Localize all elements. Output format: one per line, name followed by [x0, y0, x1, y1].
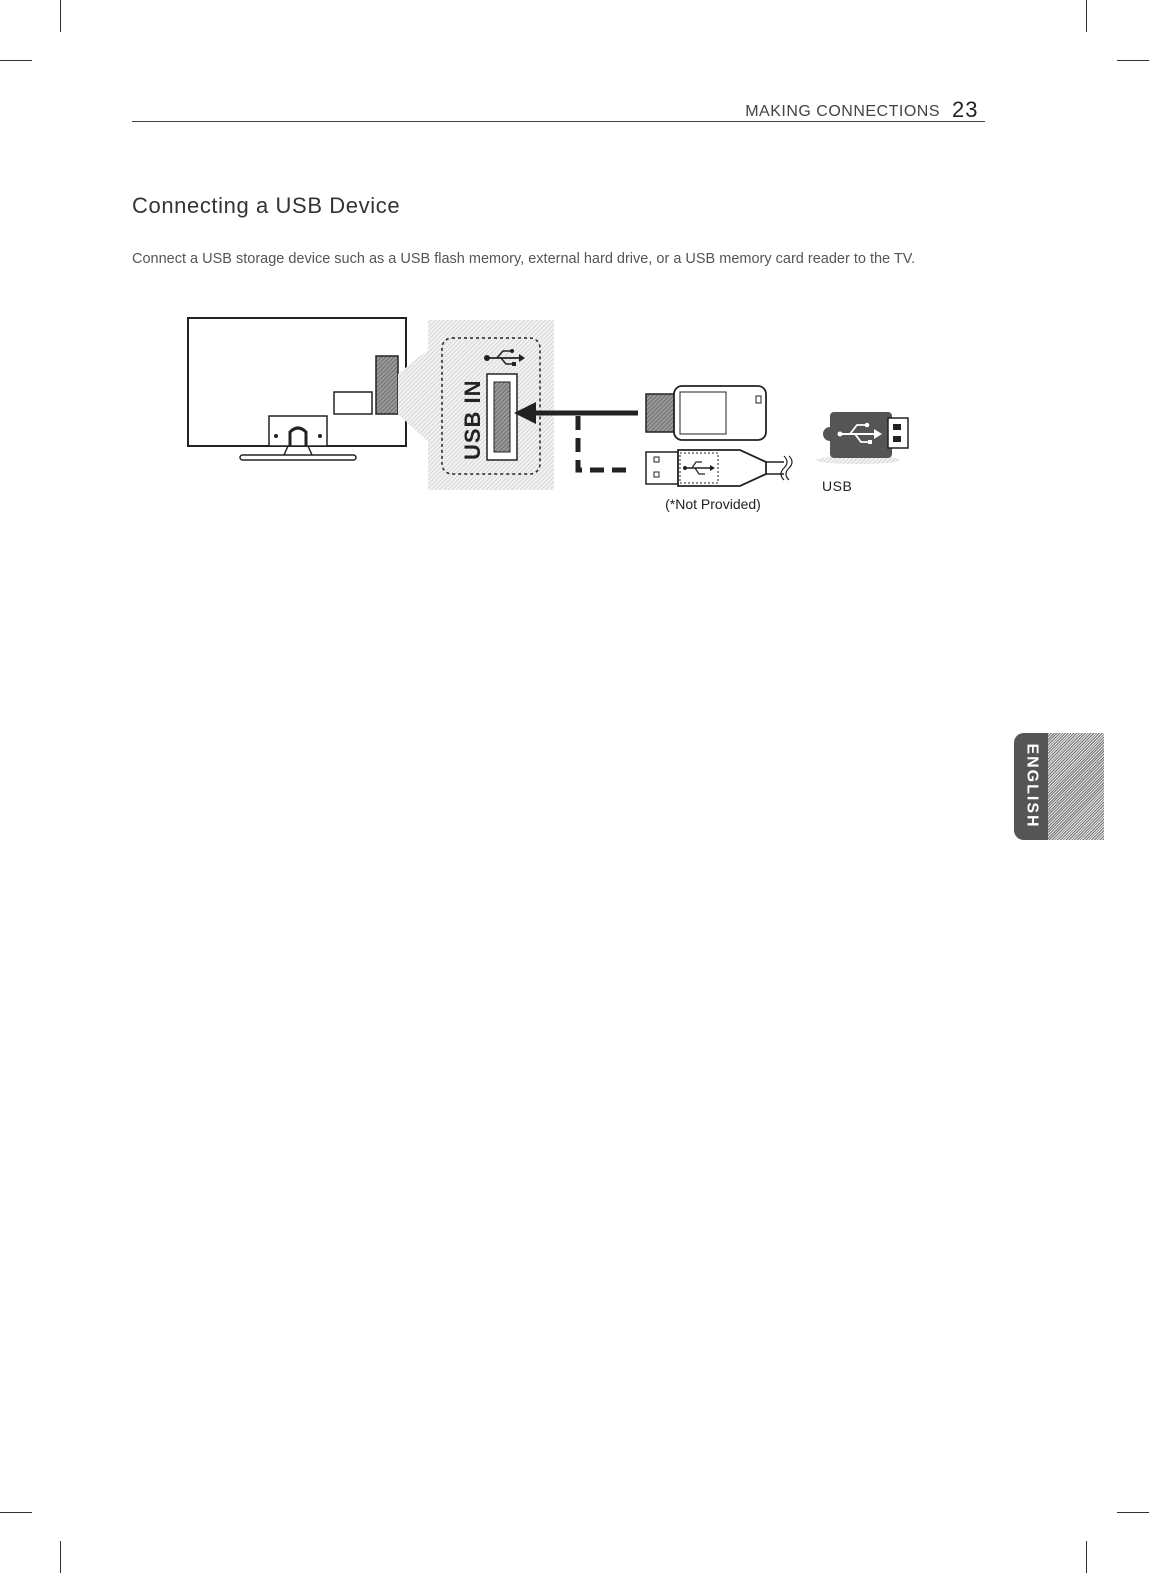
usb-cable-plug-icon [646, 450, 792, 486]
crop-mark [1117, 60, 1149, 61]
header-section-title: MAKING CONNECTIONS [745, 103, 940, 120]
usb-flash-drive-icon [646, 386, 766, 440]
page-number: 23 [952, 97, 979, 122]
tv-back-icon [188, 318, 406, 460]
intro-paragraph: Connect a USB storage device such as a USB flash memory, external hard drive, or a USB memory card reader to the TV. [132, 251, 916, 267]
crop-mark [0, 1512, 32, 1513]
crop-mark [1117, 1512, 1149, 1513]
language-tab-label: ENGLISH [1023, 743, 1041, 829]
section-title: Connecting a USB Device [132, 193, 401, 218]
usb-device-icon [816, 412, 908, 464]
language-tab [1014, 733, 1104, 840]
header-rule [132, 121, 985, 122]
crop-mark [60, 0, 61, 32]
usb-device-label: USB [822, 478, 853, 494]
crop-mark [1086, 0, 1087, 32]
cable-not-provided-note: (*Not Provided) [665, 496, 761, 512]
usb-connection-illustration [180, 312, 940, 502]
usb-in-label: USB IN [460, 379, 485, 460]
crop-mark [1086, 1541, 1087, 1573]
crop-mark [60, 1541, 61, 1573]
crop-mark [0, 60, 32, 61]
